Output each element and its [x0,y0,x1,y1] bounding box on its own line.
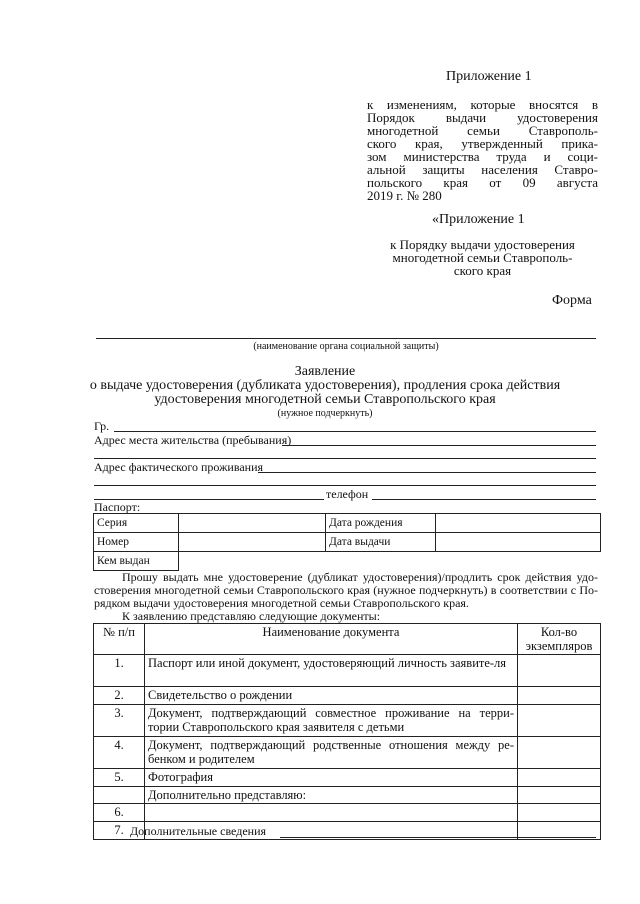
actual-address-line-2[interactable] [94,485,596,486]
amend-line: 2019 г. № 280 [367,188,442,203]
table-row [94,533,601,552]
order-line: к Порядку выдачи удостоверения [390,237,575,252]
table-row [94,687,601,705]
request-line: рядком выдачи удостоверения многодетной семьи Ставропольского края. [94,596,469,610]
appendix-1-label: «Приложение 1 [432,212,525,227]
title-line: удостоверения многодетной семьи Ставропольского края [154,392,496,407]
amend-line: Порядок выдачи удостоверения [367,110,598,125]
actual-address-label: Адрес фактического проживания [94,460,264,474]
row-name: Фотография [145,769,518,787]
row-count[interactable] [518,687,601,705]
issued-by-label: Кем выдан [94,552,179,571]
row-name: Свидетельство о рождении [145,687,518,705]
col-count-header [518,624,601,655]
col-name-header: Наименование документа [145,624,518,655]
table-row [94,787,601,804]
additional-info-label: Дополнительные сведения [130,824,267,838]
passport-label: Паспорт: [94,500,141,514]
order-line: ского края [453,263,512,278]
count-header-line: экземпляров [525,639,593,653]
row-count[interactable] [518,655,601,687]
amend-line: польского края от 09 августа [367,175,598,190]
citizen-label: Гр. [94,419,110,433]
amend-line: альной защиты населения Ставро- [367,162,598,177]
request-line: Прошу выдать мне удостоверение (дубликат удостоверения)/продлить срок действия удо- [122,570,598,584]
table-row [94,737,601,769]
number-field[interactable] [179,533,326,552]
amendment-text [367,98,598,202]
series-field[interactable] [179,514,326,533]
additional-info-line[interactable] [280,837,596,838]
number-label: Номер [94,533,179,552]
row-name: Паспорт или иной документ, удостоверяющий личность заявите-ля [145,655,518,687]
amend-line: ского края, утвержденный прика- [367,136,598,151]
phone-label: телефон [326,487,369,501]
row-count[interactable] [518,787,601,804]
issued-by-field[interactable] [179,552,601,571]
order-text [367,238,598,277]
documents-table [93,623,601,840]
attach-line: К заявлению представляю следующие документы: [122,609,381,623]
row-count[interactable] [518,804,601,822]
passport-table [93,513,601,571]
table-row [94,705,601,737]
row-name: Документ, подтверждающий совместное проживание на терри-тории Ставропольского края заявителя с детьми [145,705,518,737]
row-num: 7. [94,822,145,840]
series-label: Серия [94,514,179,533]
birth-date-field[interactable] [436,514,601,533]
table-row [94,769,601,787]
issue-date-field[interactable] [436,533,601,552]
underline-note: (нужное подчеркнуть) [277,408,373,419]
amend-line: зом министерства труда и соци- [367,149,598,164]
row-count[interactable] [518,737,601,769]
table-header-row [94,624,601,655]
table-row [94,552,601,571]
row-num: 3. [94,705,145,737]
birth-date-label: Дата рождения [326,514,436,533]
row-count[interactable] [518,705,601,737]
row-num: 1. [94,655,145,687]
col-num-header: № п/п [94,624,145,655]
issue-date-label: Дата выдачи [326,533,436,552]
row-num: 4. [94,737,145,769]
order-line: многодетной семьи Ставрополь- [392,250,573,265]
amend-line: многодетной семьи Ставрополь- [367,123,598,138]
phone-line[interactable] [372,499,596,500]
amend-line: к изменениям, которые вносятся в [367,97,598,112]
row-num [94,787,145,804]
form-label: Форма [552,293,592,308]
statement-title [60,365,590,419]
count-header-line: Кол-во [540,625,578,639]
row-num: 2. [94,687,145,705]
row-name: Документ, подтверждающий родственные отношения между ре-бенком и родителем [145,737,518,769]
table-row [94,804,601,822]
residence-label: Адрес места жительства (пребывания) [94,433,292,447]
row-name[interactable] [145,804,518,822]
row-name: Дополнительно представляю: [145,787,518,804]
authority-line[interactable] [96,338,596,339]
row-num: 5. [94,769,145,787]
row-count[interactable] [518,769,601,787]
appendix-label: Приложение 1 [446,69,532,84]
authority-caption: (наименование органа социальной защиты) [253,341,439,352]
table-row [94,655,601,687]
residence-line-2[interactable] [94,458,596,459]
residence-line[interactable] [282,445,596,446]
citizen-line[interactable] [114,431,596,432]
table-row [94,514,601,533]
row-num: 6. [94,804,145,822]
title-line: Заявление [294,364,356,379]
request-text [94,571,598,623]
request-line: стоверения многодетной семьи Ставропольского края (нужное подчеркнуть) в соответствии с По- [94,583,598,597]
actual-address-line[interactable] [258,472,596,473]
title-line: о выдаче удостоверения (дубликата удостоверения), продления срока действия [89,378,561,393]
